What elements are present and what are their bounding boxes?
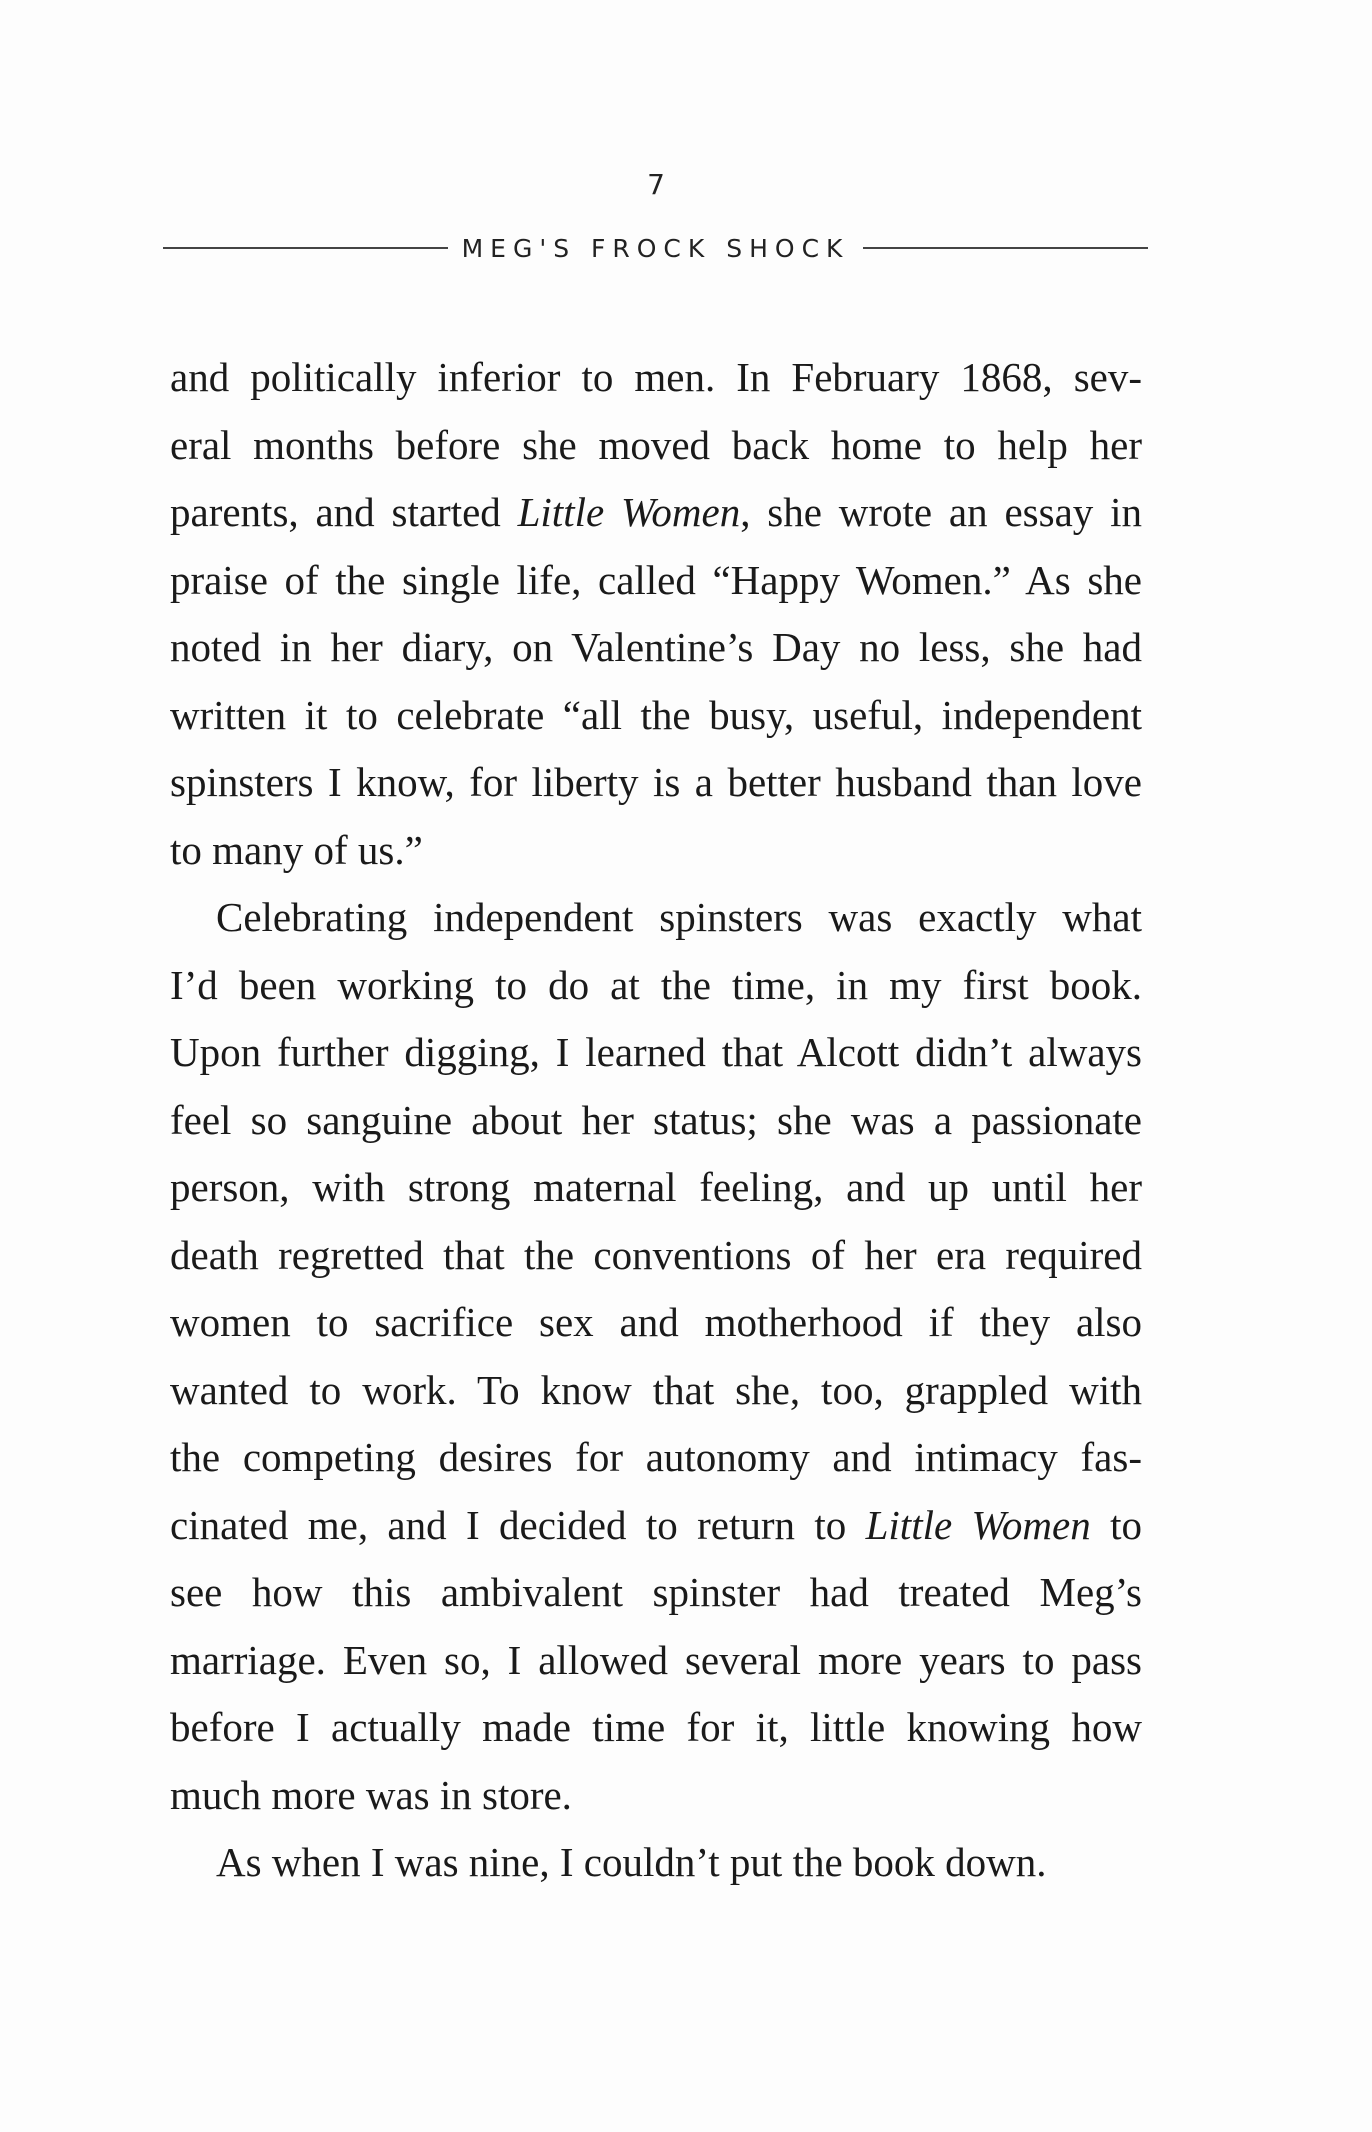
text-line: death regretted that the conventions of her era required [170, 1231, 1142, 1278]
text-line: much more was in store. [170, 1771, 572, 1818]
text-line: cinated me, and I decided to return to Little Women to [170, 1501, 1142, 1548]
text-line: feel so sanguine about her status; she was a passionate [170, 1096, 1142, 1143]
text-line: before I actually made time for it, little knowing how [170, 1704, 1142, 1750]
text-line: noted in her diary, on Valentine’s Day no less, she had [170, 624, 1142, 670]
text-line: wanted to work. To know that she, too, grappled with [170, 1366, 1142, 1413]
text-line: parents, and started Little Women, she wrote an essay in [170, 489, 1142, 535]
running-head [163, 228, 1148, 268]
text-line: marriage. Even so, I allowed several more years to pass [170, 1636, 1142, 1683]
chapter-title: MEG'S FROCK SHOCK [461, 233, 850, 263]
running-head-rule-right [863, 247, 1148, 249]
text-line: person, with strong maternal feeling, and up until her [170, 1164, 1142, 1210]
text-line: Upon further digging, I learned that Alcott didn’t always [170, 1029, 1142, 1075]
paragraph [170, 1829, 1142, 1897]
text-line: see how this ambivalent spinster had treated Meg’s [170, 1569, 1142, 1615]
text-line: I’d been working to do at the time, in my first book. [170, 961, 1142, 1008]
text-line: to many of us.” [170, 826, 423, 873]
text-line: women to sacrifice sex and motherhood if they also [170, 1299, 1142, 1345]
book-title-italic: Little Women [865, 1501, 1091, 1548]
body-text [170, 344, 1142, 1897]
text-line: As when I was nine, I couldn’t put the book down. [216, 1839, 1047, 1885]
text-line: praise of the single life, called “Happy Women.” As she [170, 556, 1142, 603]
text-line: the competing desires for autonomy and intimacy fas- [170, 1434, 1142, 1480]
running-head-rule-left [163, 247, 448, 249]
text-line: spinsters I know, for liberty is a better husband than love [170, 759, 1142, 805]
text-line: and politically inferior to men. In February 1868, sev- [170, 354, 1142, 400]
text-line: eral months before she moved back home to help her [170, 421, 1142, 468]
paragraph [170, 884, 1142, 1829]
text-line: Celebrating independent spinsters was exactly what [216, 894, 1142, 940]
book-title-italic: Little Women [517, 489, 741, 535]
text-line: written it to celebrate “all the busy, useful, independent [170, 691, 1142, 738]
paragraph [170, 344, 1142, 884]
page-number: 7 [647, 168, 665, 201]
